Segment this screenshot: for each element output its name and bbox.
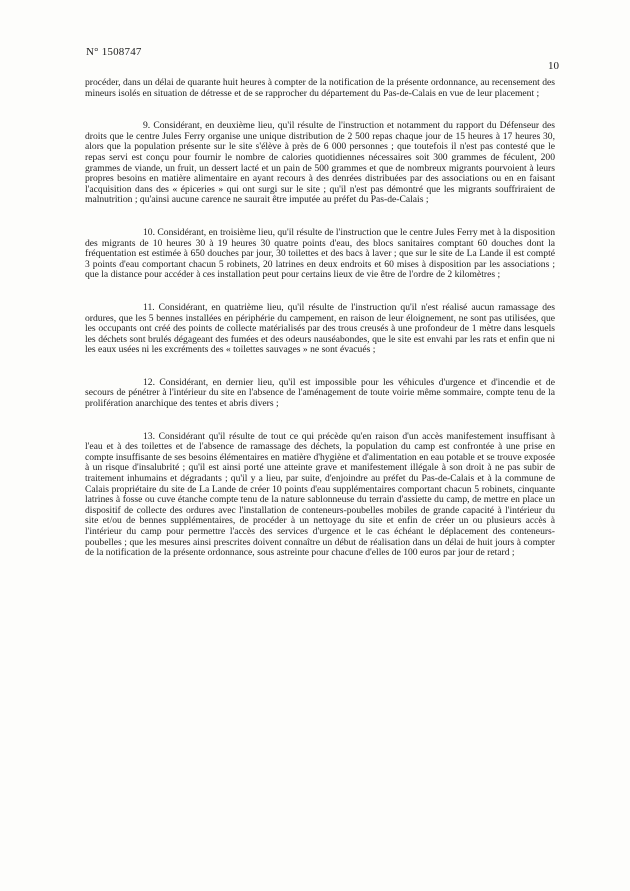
paragraph-12: 12. Considérant, en dernier lieu, qu'il est impossible pour les véhicules d'urgence et d'incendie et de secours de pénétrer à l'intérieur du site en l'absence de l'aménagement de toute voirie même sommaire, compte tenu de la prolifération anarchique des tentes et abris divers ; — [85, 376, 555, 410]
document-number: N° 1508747 — [86, 46, 142, 58]
document-body — [85, 78, 555, 559]
paragraph-11: 11. Considérant, en quatrième lieu, qu'il résulte de l'instruction qu'il n'est réalisé aucun ramassage des ordures, que les 5 bennes installées en périphérie du campement, en raison de leur éloignement, ne sont pas utilisées, que les occupants ont créé des points de collecte matérialisés par des trous creusés à une profondeur de 1 mètre dans lesquels les déchets sont brulés dégageant des fumées et des odeurs nauséabondes, que le site est envahi par les rats et enfin que ni les eaux usées ni les excréments des « toilettes sauvages » ne sont évacués ; — [85, 301, 555, 356]
paragraph-9: 9. Considérant, en deuxième lieu, qu'il résulte de l'instruction et notamment du rapport du Défenseur des droits que le centre Jules Ferry organise une unique distribution de 2 500 repas chaque jour de 15 heures à 17 heures 30, alors que la population présente sur le site s'élève à près de 6 000 personnes ; que toutefois il n'est pas contesté que le repas servi est conçu pour fournir le nombre de calories quotidiennes nécessaires soit 300 grammes de féculent, 200 grammes de viande, un fruit, un dessert lacté et un pain de 500 grammes et que de nombreux migrants pourvoient à leurs propres besoins en matière alimentaire en ayant recours à des denrées distribuées par des associations ou en en faisant l'acquisition dans des « épiceries » qui ont surgi sur le site ; qu'il n'est pas démontré que les migrants souffriraient de malnutrition ; qu'ainsi aucune carence ne saurait être imputée au préfet du Pas-de-Calais ; — [85, 120, 555, 206]
page-number: 10 — [548, 60, 559, 72]
paragraph-10: 10. Considérant, en troisième lieu, qu'il résulte de l'instruction que le centre Jules Ferry met à la disposition des migrants de 10 heures 30 à 19 heures 30 quatre points d'eau, des blocs sanitaires comptant 60 douches dont la fréquentation est estimée à 650 douches par jour, 30 toilettes et des bacs à laver ; que sur le site de La Lande il est compté 3 points d'eau comportant chacun 5 robinets, 20 latrines en deux endroits et 60 mises à disposition par les associations ; que la distance pour accéder à ces installation peut pour certains lieux de vie être de l'ordre de 2 kilomètres ; — [85, 226, 555, 281]
paragraph-continuation: procéder, dans un délai de quarante huit heures à compter de la notification de la présente ordonnance, au recensement des mineurs isolés en situation de détresse et de se rapprocher du département du Pas-de-Calais en vue de leur placement ; — [85, 77, 555, 99]
paragraph-13: 13. Considérant qu'il résulte de tout ce qui précède qu'en raison d'un accès manifestement insuffisant à l'eau et à des toilettes et de l'absence de ramassage des déchets, la population du camp est confrontée à une prise en compte insuffisante de ses besoins élémentaires en matière d'hygiène et d'alimentation en eau potable et se trouve exposée à un risque d'insalubrité ; qu'il est ainsi porté une atteinte grave et manifestement illégale à son droit à ne pas subir de traitement inhumains et dégradants ; qu'il y a lieu, par suite, d'enjoindre au préfet du Pas-de-Calais et à la commune de Calais propriétaire du site de La Lande de créer 10 points d'eau supplémentaires comportant chacun 5 robinets, cinquante latrines à fosse ou cuve étanche compte tenu de la nature sablonneuse du terrain d'assiette du camp, de mettre en place un dispositif de collecte des ordures avec l'installation de conteneurs-poubelles mobiles de grande capacité à l'intérieur du site et/ou de bennes supplémentaires, de procéder à un nettoyage du site et enfin de créer un ou plusieurs accès à l'intérieur du camp pour permettre l'accès des services d'urgence et le cas échéant le déplacement des conteneurs-poubelles ; que les mesures ainsi prescrites doivent connaître un début de réalisation dans un délai de huit jours à compter de la notification de la présente ordonnance, sous astreinte pour chacune d'elles de 100 euros par jour de retard ; — [85, 430, 555, 559]
